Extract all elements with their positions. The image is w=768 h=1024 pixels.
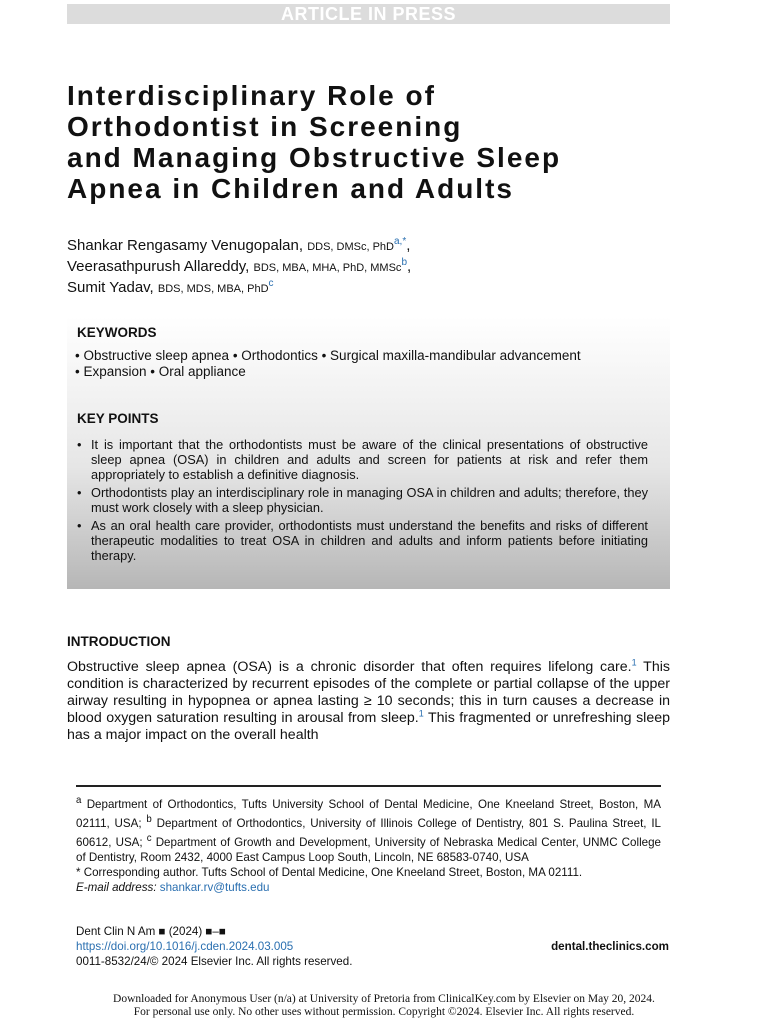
author-entry xyxy=(67,236,687,257)
affiliations xyxy=(76,793,661,865)
introduction-paragraph xyxy=(67,659,670,744)
footnotes xyxy=(76,793,661,895)
author-name: Sumit Yadav, xyxy=(67,279,154,296)
affiliation-marker[interactable]: b xyxy=(401,257,407,268)
title-line: and Managing Obstructive Sleep xyxy=(67,142,562,173)
affiliation-text: Department of Orthodontics, Tufts University School of Dental Medicine, One Kneeland Street, Boston, MA 02111, USA; xyxy=(76,797,661,830)
intro-text: This fragmented or unrefreshing sleep has a major impact on the overall health xyxy=(67,710,670,743)
key-point-item: • It is important that the orthodontists must be aware of the clinical presentations of obstructive sleep apnea (OSA) in children and adults and screen for patients at risk and refer them appropriately to establish a definitive diagnosis. xyxy=(75,437,648,482)
journal-website[interactable]: dental.theclinics.com xyxy=(551,940,669,953)
keywords-line: • Expansion • Oral appliance xyxy=(75,364,246,379)
journal-citation: Dent Clin N Am ■ (2024) ■–■ xyxy=(76,925,226,938)
title-line: Interdisciplinary Role of xyxy=(67,80,436,111)
download-notice xyxy=(40,993,728,1019)
email-link[interactable]: shankar.rv@tufts.edu xyxy=(159,880,270,894)
corresponding-author: * Corresponding author. Tufts School of Dental Medicine, One Kneeland Street, Boston, MA 02111. xyxy=(76,865,583,879)
affiliation-marker[interactable]: a,* xyxy=(393,236,407,247)
title-line: Orthodontist in Screening xyxy=(67,111,463,142)
intro-text: Obstructive sleep apnea (OSA) is a chronic disorder that often requires lifelong care. xyxy=(67,659,632,675)
journal-info xyxy=(76,924,669,969)
affiliation-text: Department of Growth and Development, University of Nebraska Medical Center, UNMC College of Dentistry, Room 2432, 4000 East Campus Loop South, Lincoln, NE 68583-0740, USA xyxy=(76,835,661,864)
footnote-divider xyxy=(76,785,661,787)
keywords-list xyxy=(75,348,667,380)
author-name: Veerasathpurush Allareddy, xyxy=(67,258,250,275)
keywords-keypoints-box xyxy=(67,317,670,589)
introduction-heading: INTRODUCTION xyxy=(67,634,171,649)
affiliation-marker: a xyxy=(76,795,82,806)
affiliation-marker: c xyxy=(146,832,152,844)
article-title xyxy=(67,80,687,204)
copyright-line: 0011-8532/24/© 2024 Elsevier Inc. All rights reserved. xyxy=(76,955,353,968)
doi-link[interactable]: https://doi.org/10.1016/j.cden.2024.03.005 xyxy=(76,940,294,953)
author-entry xyxy=(67,257,687,278)
keywords-line: • Obstructive sleep apnea • Orthodontics • Surgical maxilla-mandibular advancement xyxy=(75,348,581,363)
affiliation-text: Department of Orthodontics, University of Illinois College of Dentistry, 801 S. Paulina Street, IL 60612, USA; xyxy=(76,816,661,849)
reference-link[interactable]: 1 xyxy=(418,708,424,719)
key-point-item: • As an oral health care provider, orthodontists must understand the benefits and risks of different therapeutic modalities to treat OSA in children and adults and inform patients before initiating therapy. xyxy=(75,518,648,563)
author-list xyxy=(67,236,687,299)
email-label: E-mail address: xyxy=(76,880,157,894)
article-in-press-banner: ARTICLE IN PRESS xyxy=(67,4,670,24)
download-notice-line: Downloaded for Anonymous User (n/a) at University of Pretoria from ClinicalKey.com by Elsevier on May 20, 2024. xyxy=(113,993,655,1005)
key-points-heading: KEY POINTS xyxy=(77,411,159,426)
reference-link[interactable]: 1 xyxy=(631,657,637,668)
email-line xyxy=(76,880,661,895)
author-entry xyxy=(67,278,687,299)
title-line: Apnea in Children and Adults xyxy=(67,173,514,204)
key-point-item: • Orthodontists play an interdisciplinary role in managing OSA in children and adults; therefore, they must work closely with a sleep physician. xyxy=(75,485,648,515)
key-points-list xyxy=(75,437,648,566)
intro-text: This condition is characterized by recurrent episodes of the complete or partial collapse of the upper airway resulting in hypopnea or apnea lasting ≥ 10 seconds; this in turn causes a decrease in blood oxygen saturation resulting in arousal from sleep. xyxy=(67,659,670,726)
affiliation-marker: b xyxy=(146,813,152,825)
author-credentials: DDS, DMSc, PhD xyxy=(307,241,394,253)
author-name: Shankar Rengasamy Venugopalan, xyxy=(67,237,304,254)
author-separator: , xyxy=(406,237,411,254)
author-credentials: BDS, MBA, MHA, PhD, MMSc xyxy=(253,262,402,274)
author-separator: , xyxy=(407,258,412,275)
keywords-heading: KEYWORDS xyxy=(77,325,157,340)
download-notice-line: For personal use only. No other uses without permission. Copyright ©2024. Elsevier Inc. All rights reserved. xyxy=(133,1006,635,1018)
affiliation-marker[interactable]: c xyxy=(268,278,274,289)
author-credentials: BDS, MDS, MBA, PhD xyxy=(157,283,269,295)
